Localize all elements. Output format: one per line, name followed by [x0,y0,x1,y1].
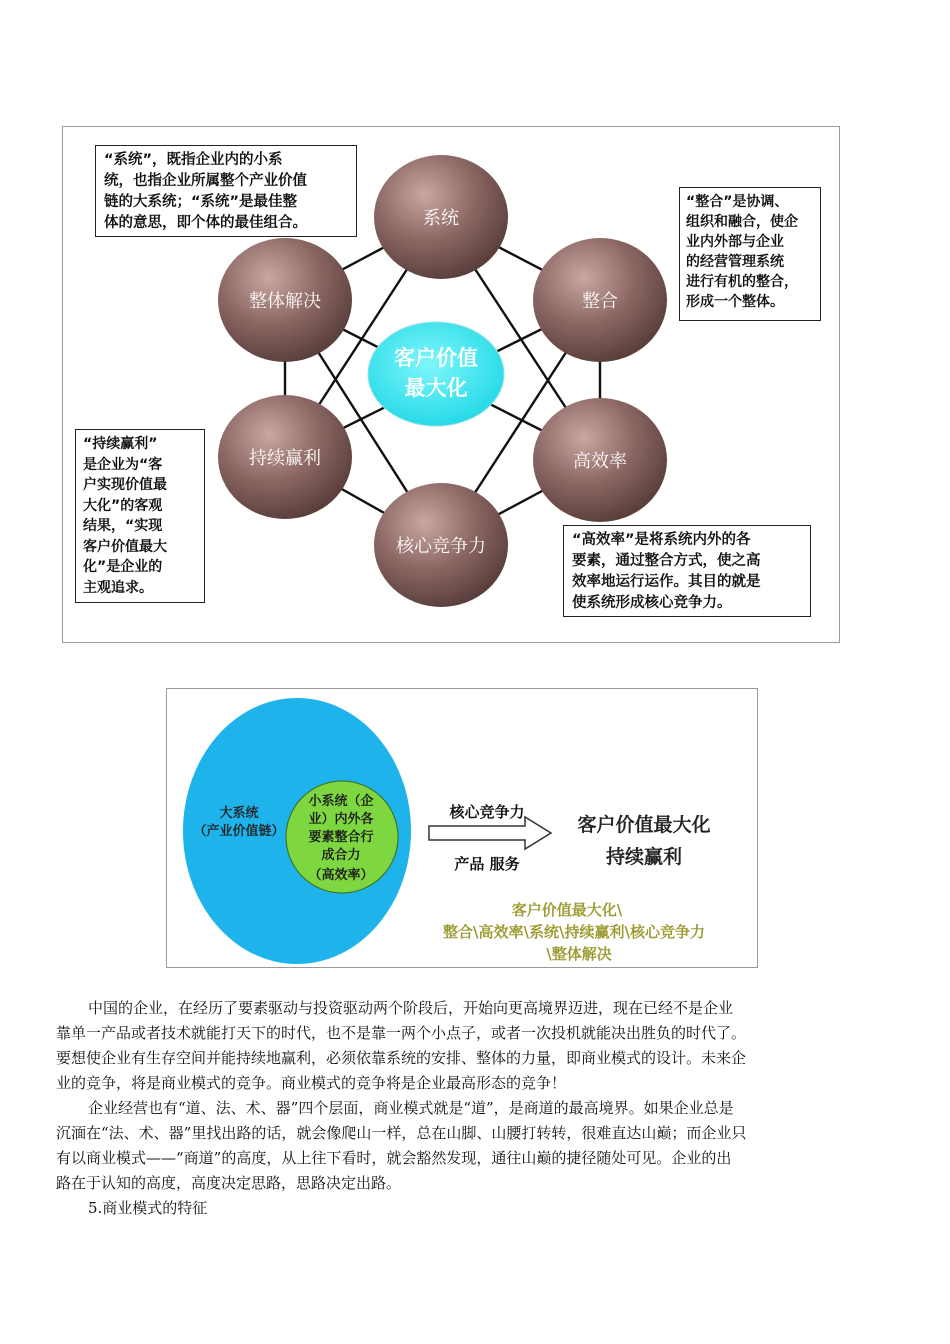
figure-system-integration [166,688,758,968]
svg-text:（高效率）: （高效率） [308,868,374,883]
arrow-bottom-label: 产品 服务 [454,855,520,873]
figure-business-system-diagram [62,126,840,643]
note-line: “整合”是协调、 [686,194,789,210]
center-node [368,322,504,426]
integration-diagram [167,689,759,969]
note-line: 主观追求。 [83,579,153,596]
svg-text:成合力: 成合力 [321,848,361,863]
note-line: 的经营管理系统 [686,254,784,270]
svg-text:持续赢利: 持续赢利 [249,448,321,469]
text-line: 有以商业模式——“商道”的高度，从上往下看时，就会豁然发现，通往山巅的捷径随处可见。企业的出 [56,1149,732,1167]
node-core-competence [374,483,508,607]
text-line: 靠单一产品或者技术就能打天下的时代，也不是靠一两个小点子，或者一次投机就能决出胜负的时代了。 [56,1024,747,1042]
svg-text:客户价值最大化: 客户价值最大化 [577,814,711,836]
note-line: 结果，“实现 [83,518,163,534]
text-line: 要想使企业有生存空间并能持续地赢利，必须依靠系统的安排、整体的力量，即商业模式的设计。未来企 [56,1049,747,1067]
svg-text:客户价值最大化\: 客户价值最大化\ [511,901,623,919]
note-line: 形成一个整体。 [686,294,784,310]
svg-text:大系统: 大系统 [219,806,259,821]
note-line: 链的大系统；“系统”是最佳整 [104,194,298,210]
note-line: 要素，通过整合方式，使之高 [572,553,761,569]
note-line: 业内外部与企业 [686,234,784,250]
svg-text:业）内外各: 业）内外各 [308,812,374,827]
svg-text:要素整合行: 要素整合行 [308,830,374,845]
svg-text:整合\高效率\系统\持续赢利\核心竞争力: 整合\高效率\系统\持续赢利\核心竞争力 [443,923,705,941]
svg-text:整合: 整合 [582,291,618,312]
section-heading [56,1196,892,1221]
svg-text:整体解决: 整体解决 [249,291,321,312]
note-line: 统，也指企业所属整个产业价值 [104,173,307,189]
note-line: 使系统形成核心竞争力。 [572,595,732,611]
note-line: 组织和融合，使企 [686,214,798,230]
text-line: 企业经营也有“道、法、术、器”四个层面，商业模式就是“道”，是商道的最高境界。如果企业总是 [88,1099,734,1117]
svg-text:\整体解决: \整体解决 [546,945,612,963]
text-line: 路在于认知的高度，高度决定思路，思路决定出路。 [56,1174,402,1192]
svg-text:客户价值: 客户价值 [394,346,478,370]
note-line: 户实现价值最 [83,477,167,493]
note-integrate [679,187,821,321]
note-system [95,145,357,237]
result-label [577,813,710,868]
svg-text:最大化: 最大化 [404,376,468,400]
note-line: 客户价值最大 [83,538,167,555]
note-line: 效率地运行运作。其目的就是 [572,574,761,590]
note-line: “持续赢利” [83,436,158,452]
text-line: 业的竞争，将是商业模式的竞争。商业模式的竞争将是企业最高形态的竞争！ [56,1074,567,1092]
note-sustained-profit [75,429,205,603]
note-line: 化”是企业的 [83,559,163,575]
svg-text:持续赢利: 持续赢利 [605,846,683,868]
node-system [374,155,508,279]
svg-text:高效率: 高效率 [573,451,627,472]
node-total-solution [218,238,352,362]
svg-text:（产业价值链）: （产业价值链） [193,824,285,839]
node-efficiency [533,398,667,522]
svg-text:系统: 系统 [423,208,459,229]
arrow-icon [429,817,551,849]
arrow-top-label: 核心竞争力 [449,803,525,821]
node-integrate [533,238,667,362]
note-line: 大化”的客观 [83,497,163,514]
note-line: “高效率”是将系统内外的各 [572,532,751,548]
note-line: 进行有机的整合， [686,274,798,290]
svg-text:小系统（企: 小系统（企 [308,794,374,809]
note-efficiency [563,525,811,617]
text-line: 沉湎在“法、术、器”里找出路的话，就会像爬山一样，总在山脚、山腰打转转，很难直达山巅；而企业只 [56,1124,747,1142]
svg-text:核心竞争力: 核心竞争力 [396,536,486,557]
text-line: 中国的企业，在经历了要素驱动与投资驱动两个阶段后，开始向更高境界迈进，现在已经不是企业 [88,999,734,1017]
note-line: 是企业为“客 [83,456,163,473]
paragraph-2 [56,1096,892,1196]
note-line: 体的意思，即个体的最佳组合。 [104,215,307,231]
note-line: “系统”，既指企业内的小系 [104,152,283,168]
small-system-label [308,793,374,883]
paragraph-1 [56,996,892,1096]
heading-text: 5.商业模式的特征 [88,1199,208,1217]
keywords-label [443,901,705,963]
node-sustained-profit [218,395,352,519]
